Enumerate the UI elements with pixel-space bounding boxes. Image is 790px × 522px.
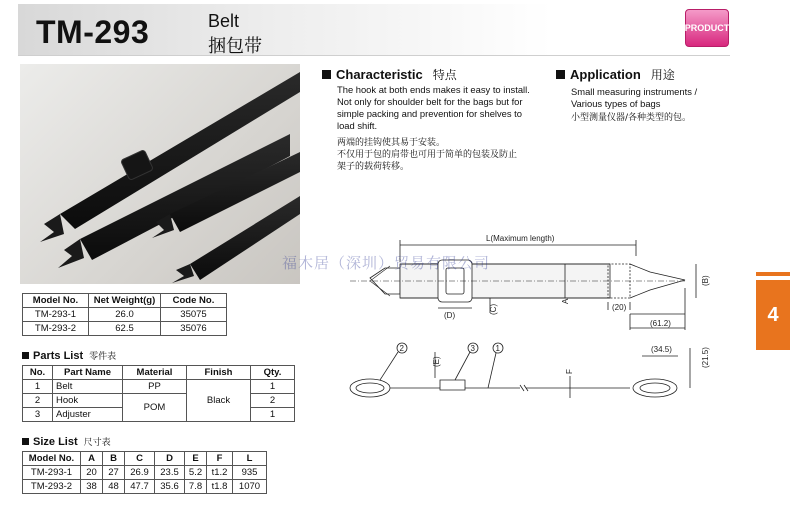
svg-text:(21.5): (21.5) xyxy=(701,347,710,368)
svg-text:(D): (D) xyxy=(444,311,456,320)
svg-text:(34.5): (34.5) xyxy=(651,345,672,354)
header-banner xyxy=(18,4,730,56)
svg-text:F: F xyxy=(565,369,574,374)
svg-text:2: 2 xyxy=(399,344,404,353)
application-heading: Application 用途 xyxy=(556,66,675,83)
table-row: TM-293-2 38 48 47.7 35.6 7.8 t1.8 1070 xyxy=(23,480,267,494)
svg-text:(20): (20) xyxy=(612,303,627,312)
svg-text:(B): (B) xyxy=(701,275,710,286)
svg-text:(E): (E) xyxy=(432,356,441,367)
table-row: 3 Adjuster 1 xyxy=(23,408,295,422)
characteristic-heading: Characteristic 特点 xyxy=(322,66,457,83)
weight-header-model: Model No. xyxy=(23,294,89,308)
product-photo xyxy=(20,64,300,284)
model-number: TM-293 xyxy=(36,14,150,50)
product-title-cn: 捆包带 xyxy=(208,36,262,57)
weight-header-code: Code No. xyxy=(161,294,227,308)
belt-photo-icon xyxy=(20,64,300,284)
application-text: Small measuring instruments / Various types of bags 小型测量仪器/各种类型的包。 xyxy=(571,86,698,123)
weight-table xyxy=(22,293,227,336)
company-watermark: 福木居（深圳）贸易有限公司 xyxy=(282,254,491,272)
svg-text:A: A xyxy=(561,298,570,304)
weight-header-weight: Net Weight(g) xyxy=(89,294,161,308)
product-badge: PRODUCT xyxy=(685,9,729,47)
svg-text:3: 3 xyxy=(470,344,475,353)
table-row: TM-293-1 26.0 35075 xyxy=(23,308,227,322)
parts-list-heading: Parts List 零件表 xyxy=(22,349,116,362)
parts-table: No. Part Name Material Finish Qty. 1 Belt PP Black 1 2 Hook POM 2 3 Adjuster 1 xyxy=(22,365,295,422)
svg-text:(61.2): (61.2) xyxy=(650,319,671,328)
characteristic-text-en: The hook at both ends makes it easy to install. Not only for shoulder belt for the bags but for simple packing and prevention for shelves to load shift. xyxy=(337,84,530,131)
table-row: TM-293-1 20 27 26.9 23.5 5.2 t1.2 935 xyxy=(23,466,267,480)
characteristic-text-cn: 两端的挂钩使其易于安装。 不仅用于包的肩带也可用于简单的包装及防止 架子的载荷转移。 xyxy=(337,138,518,172)
table-row: TM-293-2 62.5 35076 xyxy=(23,322,227,336)
size-list-heading: Size List 尺寸表 xyxy=(22,435,111,448)
table-row: 2 Hook POM 2 xyxy=(23,394,295,408)
chapter-tab[interactable]: 4 xyxy=(756,280,790,350)
product-title-en: Belt xyxy=(208,11,240,31)
svg-text:1: 1 xyxy=(495,344,500,353)
size-table: Model No. A B C D E F L TM-293-1 20 27 26.9 23.5 5.2 t1.2 935 TM-293-2 38 48 47.7 35.6 7.8 t1.8 1070 xyxy=(22,451,267,494)
table-row: 1 Belt PP Black 1 xyxy=(23,380,295,394)
svg-text:(C): (C) xyxy=(489,303,498,315)
dim-length-label: L(Maximum length) xyxy=(486,234,555,243)
